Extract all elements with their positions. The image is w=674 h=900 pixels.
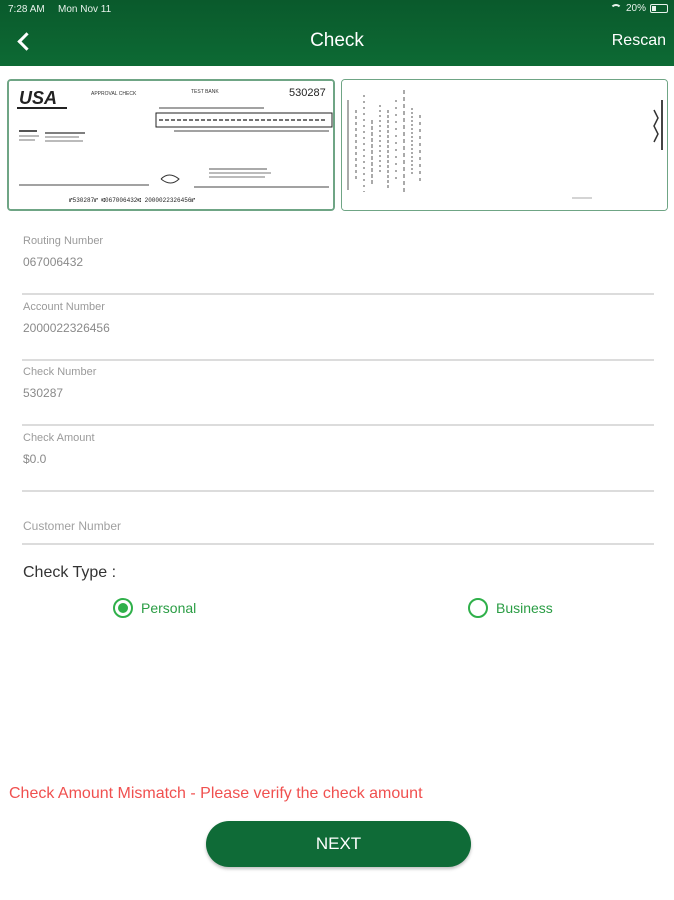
battery-percent: 20%: [625, 3, 646, 14]
customer-number-field[interactable]: [22, 485, 654, 545]
rescan-button[interactable]: Rescan: [611, 32, 666, 49]
status-bar: [0, 0, 674, 18]
check-number-value: 530287: [23, 386, 64, 400]
battery-icon: [650, 4, 668, 13]
check-amount-label: Check Amount: [23, 432, 95, 444]
error-message: Check Amount Mismatch - Please verify the check amount: [9, 785, 423, 802]
routing-number-value: 067006432: [23, 255, 84, 269]
check-bank-name: TEST BANK: [191, 89, 219, 95]
check-amount-value: $0.0: [23, 452, 47, 466]
status-date: Mon Nov 11: [58, 4, 112, 15]
check-front-image[interactable]: [7, 79, 335, 211]
account-number-value: 2000022326456: [23, 321, 110, 335]
next-button[interactable]: NEXT: [206, 821, 471, 867]
check-back-image[interactable]: [341, 79, 668, 211]
routing-number-field[interactable]: [22, 235, 654, 295]
check-back-drawing: [342, 80, 668, 211]
radio-business-label: Business: [496, 600, 553, 616]
radio-unselected-icon[interactable]: [468, 598, 488, 618]
bank-logo: USA: [19, 88, 58, 108]
radio-personal-label: Personal: [141, 600, 197, 616]
routing-number-label: Routing Number: [23, 235, 104, 247]
status-time: 7:28 AM: [8, 4, 45, 15]
check-type-label: Check Type :: [23, 564, 117, 581]
micr-line: ⑈530287⑈ ⑆067006432⑆ 2000022326456⑈: [69, 197, 196, 204]
check-front-drawing: [9, 81, 335, 211]
check-number-print: 530287: [289, 87, 326, 99]
check-amount-field[interactable]: [22, 432, 654, 492]
status-indicators: [610, 3, 668, 14]
check-number-field[interactable]: [22, 366, 654, 426]
customer-number-placeholder: Customer Number: [23, 519, 122, 533]
account-number-field[interactable]: [22, 301, 654, 361]
app-header: [0, 0, 674, 66]
check-title: APPROVAL CHECK: [91, 91, 137, 97]
account-number-label: Account Number: [23, 301, 105, 313]
wifi-icon: [610, 4, 622, 13]
page-title: Check: [310, 30, 364, 51]
radio-business[interactable]: [468, 598, 553, 618]
radio-personal[interactable]: [113, 598, 196, 618]
check-number-label: Check Number: [23, 366, 97, 378]
radio-selected-icon[interactable]: [113, 598, 133, 618]
